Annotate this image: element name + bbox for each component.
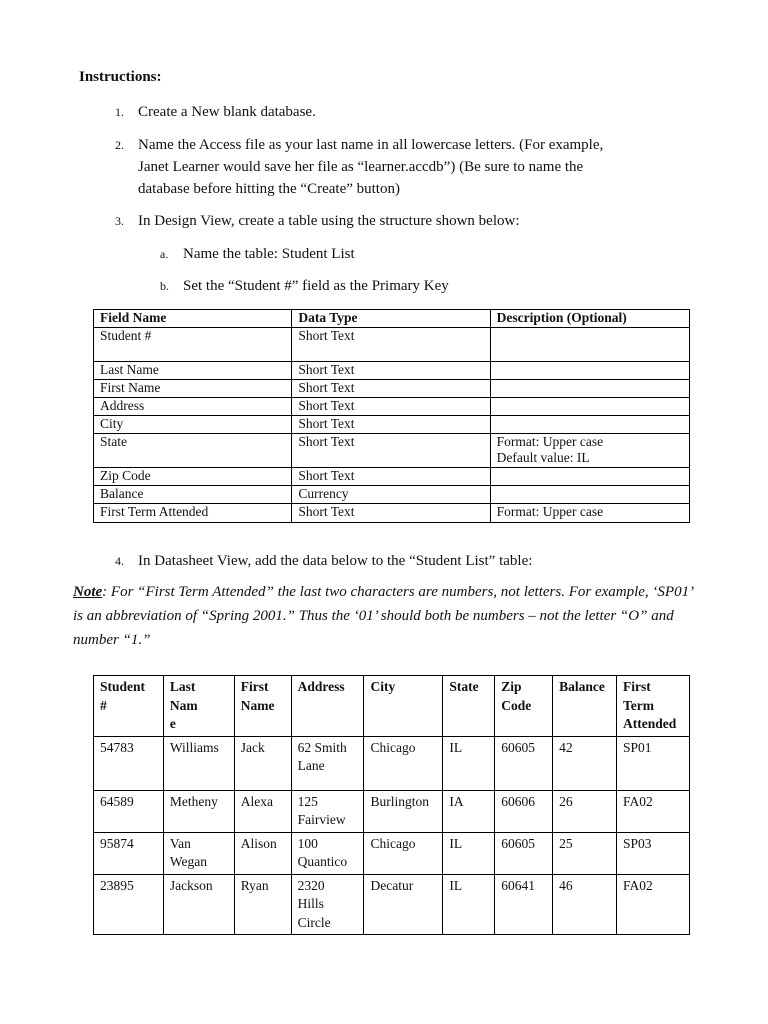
table-cell: 54783 <box>94 736 164 790</box>
table-header-row <box>94 310 690 328</box>
table-cell: 60641 <box>495 874 553 935</box>
table-cell: Balance <box>94 486 292 504</box>
table-row <box>94 486 690 504</box>
table-row <box>94 380 690 398</box>
table-cell: 125 Fairview <box>291 790 364 832</box>
substep-letter: a. <box>160 247 169 261</box>
step-text-line: database before hitting the “Create” button) <box>138 181 400 197</box>
table-header-row <box>94 676 690 737</box>
table-cell: SP03 <box>617 832 690 874</box>
substep-text: Set the “Student #” field as the Primary Key <box>183 278 449 294</box>
substep-a <box>160 243 660 265</box>
column-header: Address <box>291 676 364 737</box>
table-cell <box>490 486 689 504</box>
table-cell: 2320 Hills Circle <box>291 874 364 935</box>
table-cell: 26 <box>553 790 617 832</box>
table-cell <box>490 468 689 486</box>
column-header: Student # <box>94 676 164 737</box>
table-cell: Jackson <box>163 874 234 935</box>
table-cell: IL <box>443 832 495 874</box>
header-description: Description (Optional) <box>490 310 689 328</box>
table-cell: Short Text <box>292 468 490 486</box>
table-cell: Short Text <box>292 362 490 380</box>
step-text: Create a New blank database. <box>138 104 316 120</box>
table-cell <box>490 380 689 398</box>
instructions-heading: Instructions: <box>79 69 162 85</box>
column-header: Balance <box>553 676 617 737</box>
table-row <box>94 416 690 434</box>
header-field-name: Field Name <box>94 310 292 328</box>
table-cell: FA02 <box>617 874 690 935</box>
step-number: 3. <box>115 214 124 228</box>
substep-text: Name the table: Student List <box>183 246 355 262</box>
field-structure-table <box>93 309 690 523</box>
step-3 <box>115 210 675 232</box>
table-cell: Student # <box>94 328 292 362</box>
note-text: : For “First Term Attended” the last two characters are numbers, not letters. For example, ‘SP01’ is an abbreviation of “Spring 2001.” Thus the ‘01’ should both be numbers – not the letter “O” and number “1.” <box>73 584 693 648</box>
note-paragraph <box>73 580 703 652</box>
step-text-line: Name the Access file as your last name in all lowercase letters. (For example, <box>138 137 604 153</box>
table-cell: Chicago <box>364 736 443 790</box>
table-row <box>94 398 690 416</box>
table-cell: 46 <box>553 874 617 935</box>
column-header: First Name <box>234 676 291 737</box>
table-cell: Ryan <box>234 874 291 935</box>
table-cell: Format: Upper case <box>490 504 689 523</box>
table-cell: Alison <box>234 832 291 874</box>
table-cell: Zip Code <box>94 468 292 486</box>
table-cell: Short Text <box>292 504 490 523</box>
table-cell: Jack <box>234 736 291 790</box>
table-row <box>94 434 690 468</box>
table-cell: 95874 <box>94 832 164 874</box>
table-cell: Format: Upper case Default value: IL <box>490 434 689 468</box>
table-cell: 23895 <box>94 874 164 935</box>
table-cell: First Name <box>94 380 292 398</box>
header-data-type: Data Type <box>292 310 490 328</box>
step-number: 1. <box>115 105 124 119</box>
table-cell: 100 Quantico <box>291 832 364 874</box>
table-cell: Chicago <box>364 832 443 874</box>
note-label: Note <box>73 584 103 600</box>
table-cell: SP01 <box>617 736 690 790</box>
table-cell: 60605 <box>495 832 553 874</box>
step-2 <box>115 134 695 200</box>
table-cell: IA <box>443 790 495 832</box>
table-row <box>94 736 690 790</box>
table-cell: 60605 <box>495 736 553 790</box>
table-row <box>94 468 690 486</box>
table-cell: Currency <box>292 486 490 504</box>
column-header: State <box>443 676 495 737</box>
table-cell: 25 <box>553 832 617 874</box>
table-cell: 42 <box>553 736 617 790</box>
column-header: City <box>364 676 443 737</box>
table-cell: Short Text <box>292 416 490 434</box>
table-row <box>94 362 690 380</box>
student-data-table <box>93 675 690 935</box>
table-cell: Last Name <box>94 362 292 380</box>
column-header: Last Nam e <box>163 676 234 737</box>
table-cell: Short Text <box>292 380 490 398</box>
step-4 <box>115 550 675 572</box>
table-cell <box>490 398 689 416</box>
step-text: In Datasheet View, add the data below to the “Student List” table: <box>138 553 533 569</box>
table-cell: Short Text <box>292 398 490 416</box>
table-row <box>94 874 690 935</box>
step-number: 4. <box>115 554 124 568</box>
table-cell: 60606 <box>495 790 553 832</box>
step-1 <box>115 101 675 123</box>
table-cell: Metheny <box>163 790 234 832</box>
table-cell: IL <box>443 736 495 790</box>
table-row <box>94 790 690 832</box>
table-row <box>94 832 690 874</box>
table-cell: IL <box>443 874 495 935</box>
table-cell: Williams <box>163 736 234 790</box>
table-cell: 64589 <box>94 790 164 832</box>
table-cell <box>490 362 689 380</box>
table-cell: Burlington <box>364 790 443 832</box>
column-header: First Term Attended <box>617 676 690 737</box>
column-header: Zip Code <box>495 676 553 737</box>
table-cell: 62 Smith Lane <box>291 736 364 790</box>
table-cell: First Term Attended <box>94 504 292 523</box>
table-row <box>94 328 690 362</box>
table-cell: Decatur <box>364 874 443 935</box>
table-row <box>94 504 690 523</box>
table-cell: Short Text <box>292 328 490 362</box>
table-cell: State <box>94 434 292 468</box>
table-cell <box>490 416 689 434</box>
table-cell: Address <box>94 398 292 416</box>
table-cell: City <box>94 416 292 434</box>
table-cell: Short Text <box>292 434 490 468</box>
table-cell: Alexa <box>234 790 291 832</box>
step-text: In Design View, create a table using the structure shown below: <box>138 213 520 229</box>
substep-b <box>160 275 660 297</box>
table-cell <box>490 328 689 362</box>
table-cell: FA02 <box>617 790 690 832</box>
step-text-line: Janet Learner would save her file as “learner.accdb”) (Be sure to name the <box>138 159 584 175</box>
substep-letter: b. <box>160 279 169 293</box>
step-number: 2. <box>115 138 124 152</box>
table-cell: Van Wegan <box>163 832 234 874</box>
